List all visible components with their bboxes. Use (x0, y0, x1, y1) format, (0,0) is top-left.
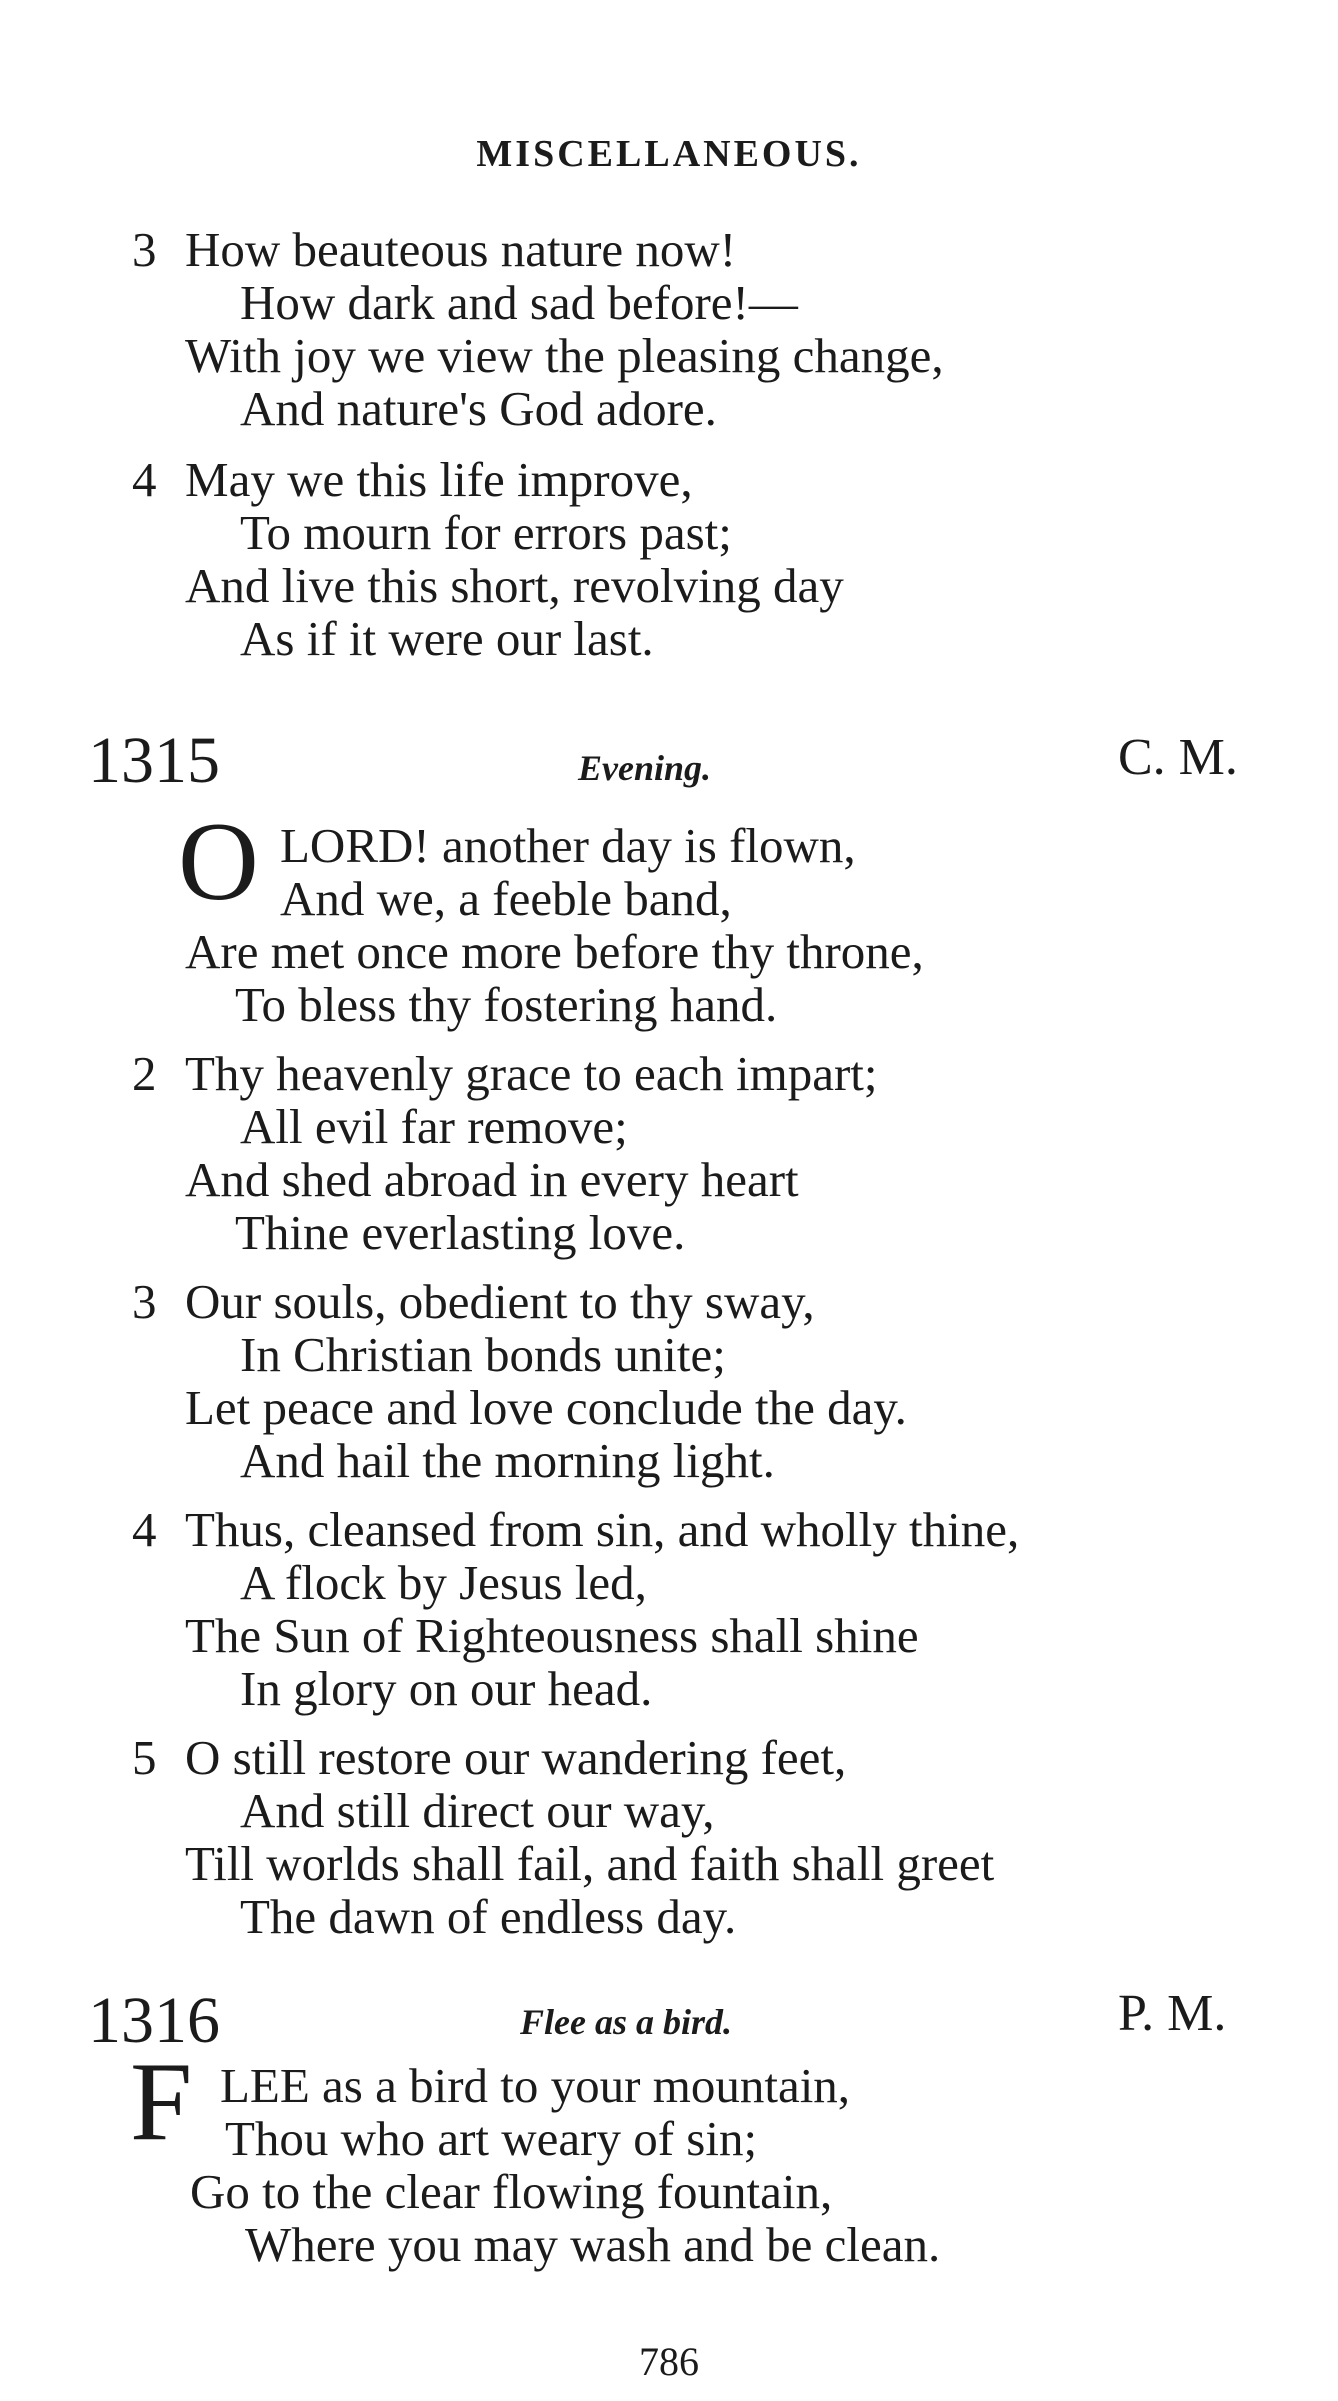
stanza-number: 3 (132, 222, 157, 277)
verse-line: And live this short, revolving day (185, 558, 844, 613)
verse-line: The Sun of Righteousness shall shine (185, 1608, 919, 1663)
hymn-number: 1315 (88, 724, 220, 797)
hymn-number: 1316 (88, 1984, 220, 2057)
verse-line: Our souls, obedient to thy sway, (185, 1274, 815, 1329)
hymn-meter: P. M. (1118, 1985, 1227, 2042)
verse-line: Go to the clear flowing fountain, (190, 2164, 833, 2219)
drop-cap: O (178, 800, 259, 924)
verse-line: Where you may wash and be clean. (245, 2217, 941, 2272)
stanza-number: 3 (132, 1274, 157, 1329)
hymn-meter: C. M. (1118, 729, 1238, 786)
verse-line: How dark and sad before!— (240, 275, 798, 330)
verse-line: In Christian bonds unite; (240, 1327, 726, 1382)
verse-line: Thy heavenly grace to each impart; (185, 1046, 878, 1101)
stanza-number: 5 (132, 1730, 157, 1785)
hymn-title: Evening. (578, 748, 712, 788)
verse-line: And shed abroad in every heart (185, 1152, 799, 1207)
hymn-title: Flee as a bird. (520, 2002, 732, 2042)
verse-line: Thus, cleansed from sin, and wholly thine, (185, 1502, 1020, 1557)
verse-line: And we, a feeble band, (280, 871, 732, 926)
verse-line: Are met once more before thy throne, (185, 924, 924, 979)
stanza-number: 4 (132, 452, 157, 507)
verse-line: With joy we view the pleasing change, (185, 328, 944, 383)
verse-line: The dawn of endless day. (240, 1889, 737, 1944)
verse-line: How beauteous nature now! (185, 222, 737, 277)
verse-line: Thine everlasting love. (235, 1205, 686, 1260)
verse-line: To bless thy fostering hand. (235, 977, 778, 1032)
verse-line: Let peace and love conclude the day. (185, 1380, 907, 1435)
verse-line: LEE as a bird to your mountain, (220, 2058, 851, 2113)
verse-line: O still restore our wandering feet, (185, 1730, 847, 1785)
verse-line: LORD! another day is flown, (280, 818, 856, 873)
verse-line: To mourn for errors past; (240, 505, 732, 560)
verse-line: Till worlds shall fail, and faith shall greet (185, 1836, 995, 1891)
verse-line: As if it were our last. (240, 611, 654, 666)
page-number: 786 (639, 2339, 699, 2384)
verse-line: In glory on our head. (240, 1661, 653, 1716)
verse-line: And still direct our way, (240, 1783, 715, 1838)
verse-line: And nature's God adore. (240, 381, 717, 436)
verse-line: May we this life improve, (185, 452, 693, 507)
stanza-number: 4 (132, 1502, 157, 1557)
stanza-number: 2 (132, 1046, 157, 1101)
running-header: MISCELLANEOUS. (476, 133, 862, 175)
verse-line: A flock by Jesus led, (240, 1555, 647, 1610)
verse-line: And hail the morning light. (240, 1433, 775, 1488)
verse-line: Thou who art weary of sin; (225, 2111, 758, 2166)
verse-line: All evil far remove; (240, 1099, 628, 1154)
drop-cap: F (130, 2040, 193, 2164)
